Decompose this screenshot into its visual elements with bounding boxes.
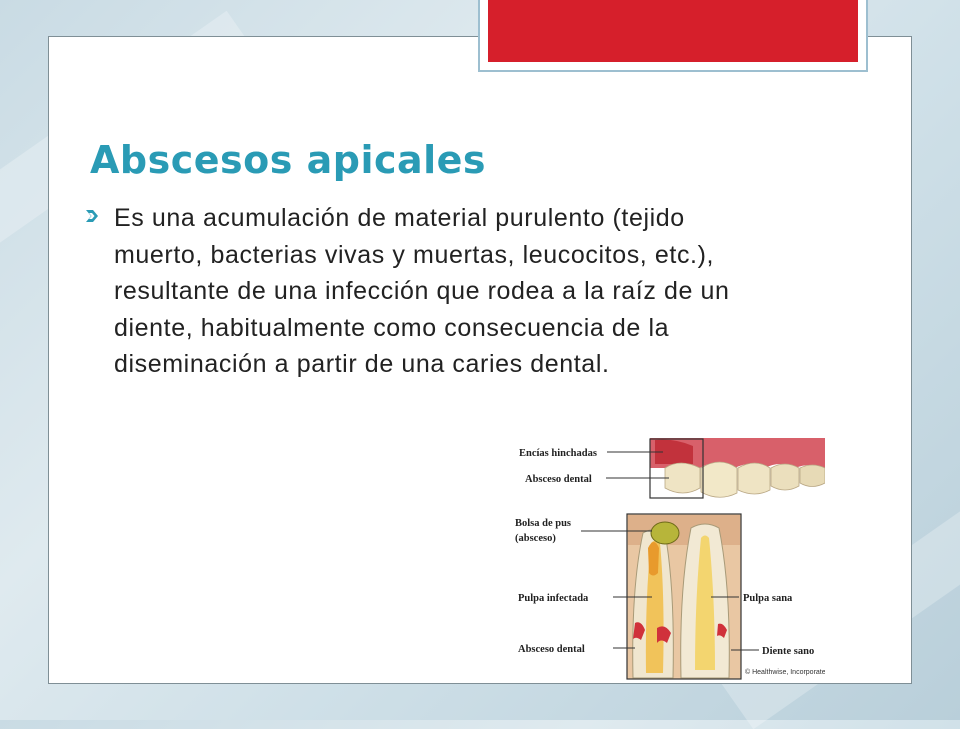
accent-tab-fill bbox=[488, 0, 858, 62]
label-healthy-tooth: Diente sano bbox=[762, 646, 815, 657]
ribbon-arrow-icon bbox=[84, 208, 100, 224]
teeth-row-illustration bbox=[650, 438, 825, 498]
label-pus-pocket-sub: (absceso) bbox=[515, 533, 556, 544]
diagram-illustration bbox=[515, 438, 825, 683]
label-swollen-gums: Encías hinchadas bbox=[519, 448, 597, 459]
slide-title: Abscesos apicales bbox=[90, 138, 487, 182]
cross-section-illustration bbox=[627, 514, 741, 679]
label-healthy-pulp: Pulpa sana bbox=[743, 593, 793, 604]
label-infected-pulp: Pulpa infectada bbox=[518, 593, 589, 604]
copyright-text: © Healthwise, Incorporated bbox=[745, 669, 825, 676]
label-abscess-bottom: Absceso dental bbox=[518, 644, 585, 655]
accent-tab bbox=[478, 0, 868, 72]
tooth-abscess-diagram bbox=[515, 438, 825, 683]
label-abscess-top: Absceso dental bbox=[525, 474, 592, 485]
bullet-text: Es una acumulación de material purulento (tejido muerto, bacterias vivas y muertas, leucocitos, etc.), resultante de una infección que rodea a la raíz de un diente, habitualmente como consecuencia de la diseminación a partir de una caries dental. bbox=[114, 204, 730, 378]
label-pus-pocket: Bolsa de pus bbox=[515, 518, 572, 529]
bullet-item bbox=[84, 200, 774, 383]
